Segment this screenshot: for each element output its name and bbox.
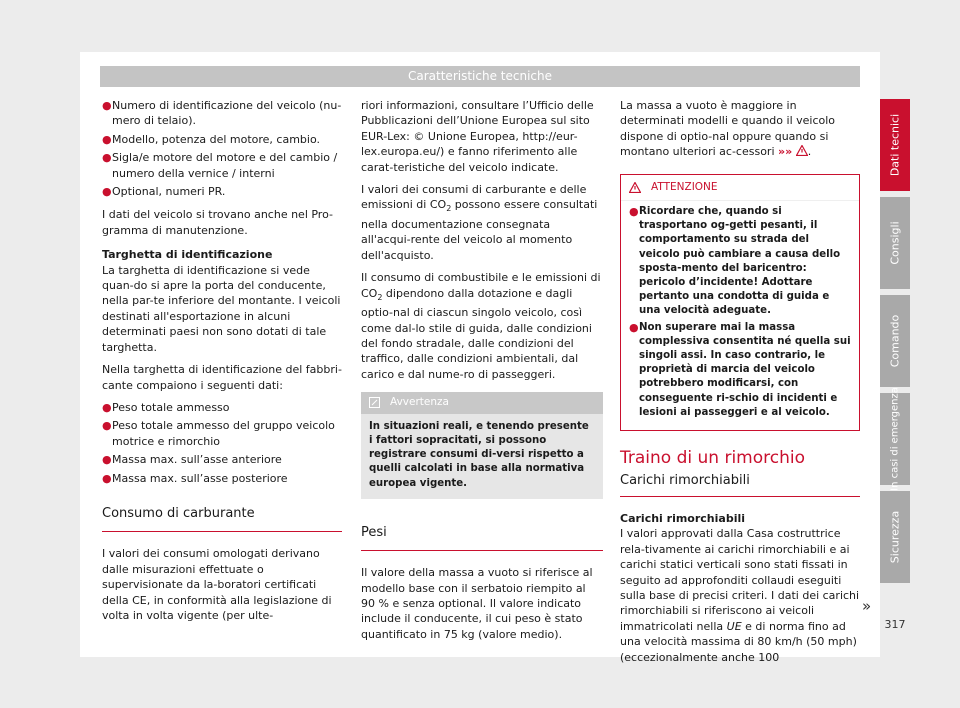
paragraph: Il valore della massa a vuoto si riferisce al modello base con il serbatoio riempito al 90 % e senza optional. Il valore indicato include il conducente, il cui peso è stato quantificato in 75 kg (valore medio). <box>361 566 593 641</box>
list-item: ● Massa max. sull’asse posteriore <box>102 471 288 485</box>
list-item: ● Sigla/e motore del motore e del cambio / numero della vernice / interni <box>102 151 338 180</box>
page-header <box>100 66 860 87</box>
section-heading: Pesi <box>361 525 603 551</box>
warning-title: ATTENZIONE <box>651 180 718 193</box>
note-body: In situazioni reali, e tenendo presente i fattori sopracitati, si possono registrare consumi di-versi rispetto a quelli calcolati in base alla normativa europea vigente. <box>369 420 589 489</box>
info-icon <box>369 397 380 408</box>
subheading: Targhetta di identificazione <box>102 248 273 262</box>
list-item: ● Numero di identificazione del veicolo (nu-mero di telaio). <box>102 99 342 128</box>
tab-dati-tecnici[interactable]: Dati tecnici <box>880 99 910 191</box>
column-3 <box>620 98 860 672</box>
bullet-icon: ● <box>102 471 112 485</box>
bullet-icon: ● <box>629 320 639 334</box>
list-item: ● Modello, potenza del motore, cambio. <box>102 132 320 146</box>
paragraph: La targhetta di identificazione si vede quan-do si apre la porta del conducente, nella par-te inferiore del montante. I veicoli destinati all'esportazione in alcuni determinati paesi non sono dotati di tale targhetta. <box>102 263 341 354</box>
bullet-icon: ● <box>102 400 112 414</box>
bullet-icon: ● <box>102 185 112 199</box>
list-item: ● Massa max. sull’asse anteriore <box>102 453 282 467</box>
header-title: Caratteristiche tecniche <box>408 69 552 83</box>
paragraph: I valori dei consumi di carburante e delle emissioni di $CO_2$ possono essere consultati nella documentazione consegnata all'acqui-rente del veicolo al momento dell'acquisto. <box>361 183 598 262</box>
paragraph: La massa a vuoto è maggiore in determinati modelli e quando il veicolo dispone di optio-nal oppure quando si montano ulteriori ac-cessori »» . <box>620 99 836 159</box>
tab-comando[interactable]: Comando <box>880 295 910 387</box>
list-item: ● Optional, numeri PR. <box>102 185 226 199</box>
warning-body <box>621 201 859 430</box>
tab-emergenza[interactable]: In casi di emergenza <box>880 393 910 485</box>
bullet-icon: ● <box>102 151 112 165</box>
bullet-icon: ● <box>629 205 639 219</box>
paragraph: riori informazioni, consultare l’Ufficio delle Pubblicazioni dell’Unione Europea sul sito EUR-Lex: © Unione Europea, http://eur-lex.europa.eu/) e fanno riferimento alle carat-teristiche del veicolo indicate. <box>361 99 594 174</box>
list-item: ● Non superare mai la massa complessiva consentita né quella sui singoli assi. In caso contrario, le proprietà di marcia del veicolo potrebbero modificarsi, con conseguente ri-schio di incidenti e lesioni ai passeggeri e al veicolo. <box>629 321 851 420</box>
paragraph: I dati del veicolo si trovano anche nel Pro-gramma di manutenzione. <box>102 208 333 237</box>
warning-box <box>620 174 860 431</box>
column-1 <box>102 98 342 630</box>
warning-header <box>621 175 859 201</box>
paragraph: I valori approvati dalla Casa costruttrice rela-tivamente ai carichi rimorchiabili e ai carichi statici verticali sono stati fissati in seguito ad approfonditi collaudi eseguiti sulla base di precisi criteri. I dati dei carichi rimorchiabili si riferiscono ai veicoli immatricolati nella UE e di norma fino ad una velocità massima di 80 km/h (50 mph) (eccezionalmente anche 100 <box>620 527 860 664</box>
bullet-icon: ● <box>102 99 112 112</box>
list-item: ● Peso totale ammesso del gruppo veicolo motrice e rimorchio <box>102 419 335 448</box>
list-item: ● Peso totale ammesso <box>102 400 230 414</box>
page-number: 317 <box>884 618 906 631</box>
paragraph: Nella targhetta di identificazione del fabbri-cante compaiono i seguenti dati: <box>102 363 342 392</box>
bullet-icon: ● <box>102 419 112 433</box>
chapter-title: Traino di un rimorchio <box>620 448 805 469</box>
bullet-icon: ● <box>102 453 112 467</box>
paragraph: Il consumo di combustibile e le emissioni di $CO_2$ dipendono dalla dotazione e dagli optio-nal di ciascun singolo veicolo, così come dal-lo stile di guida, dalle condizioni del fondo stradale, dalle condizioni del traffico, dalle condizioni ambientali, dal carico e dal nume-ro di passeggeri. <box>361 271 601 381</box>
note-box <box>361 392 603 498</box>
warning-icon <box>629 182 641 193</box>
section-heading: Carichi rimorchiabili <box>620 473 860 496</box>
tab-consigli[interactable]: Consigli <box>880 197 910 289</box>
cross-reference[interactable]: »» <box>778 145 793 159</box>
list-item: ● Ricordare che, quando si trasportano og-getti pesanti, il comportamento su strada del veicolo può cambiare a causa dello sposta-mento del baricentro: pericolo d’incidente! Adottare pertanto una condotta di guida e una velocità adeguate. <box>629 205 851 319</box>
tab-sicurezza[interactable]: Sicurezza <box>880 491 910 583</box>
subheading: Carichi rimorchiabili <box>620 511 746 525</box>
note-title: Avvertenza <box>390 396 449 409</box>
warning-icon <box>796 145 808 156</box>
note-header <box>361 392 603 413</box>
section-heading: Consumo di carburante <box>102 506 342 532</box>
continue-arrow-icon: » <box>862 597 872 615</box>
paragraph: I valori dei consumi omologati derivano dalle misurazioni effettuate o supervisionate da la-boratori certificati della CE, in conformità alla legislazione di volta in volta vigente (per ulte- <box>102 547 332 622</box>
column-2 <box>361 98 603 649</box>
bullet-icon: ● <box>102 132 112 146</box>
